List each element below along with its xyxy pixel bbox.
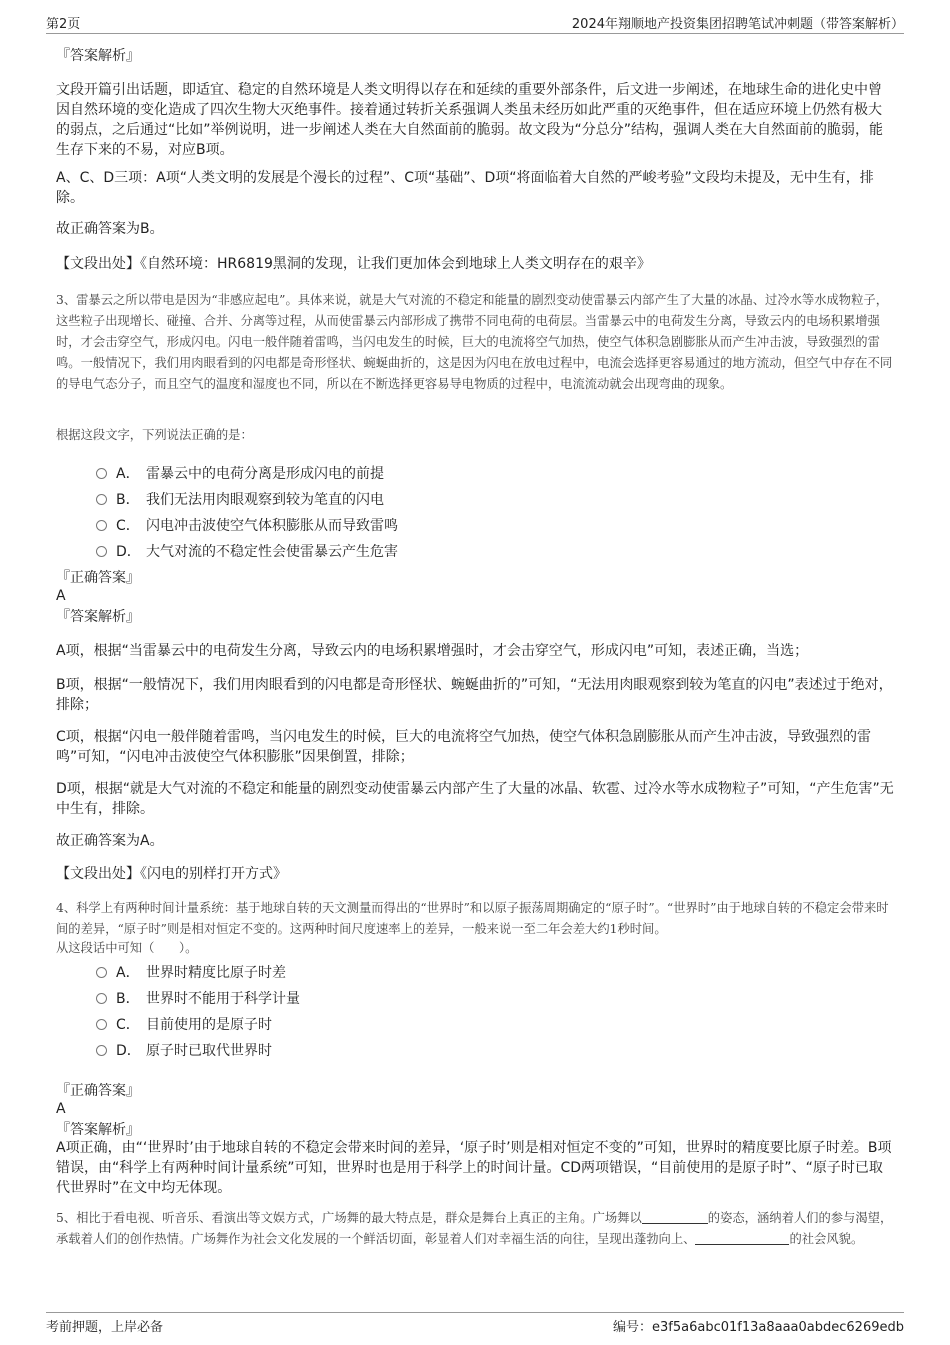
q3-stem: 3、雷暴云之所以带电是因为“非感应起电”。具体来说，就是大气对流的不稳定和能量的剧烈变动使雷暴云内部产生了大量的冰晶、过冷水等水成物粒子，这些粒子出现增长、碰撞、合并、分离等过程，从而使雷暴云内部形成了携带不同电荷的电荷层。当雷暴云中的电荷发生分离，导致云内的电场积累增强时，才会击穿空气，形成闪电。闪电一般伴随着雷鸣，当闪电发生的时候，巨大的电流将空气加热，使空气体积急剧膨胀从而产生冲击波，导致强烈的雷鸣。一般情况下，我们用肉眼看到的闪电都是奇形怪状、蜿蜒曲折的，这是因为闪电在放电过程中，电流会选择更容易通过的地方流动，但空气中存在不同的导电气态分子，而且空气的温度和湿度也不同，所以在不断选择更容易导电物质的过程中，电流流动就会出现弯曲的现象。: [56, 293, 893, 391]
radio-icon[interactable]: [96, 967, 107, 978]
q3-answer-title: 『正确答案』: [56, 570, 140, 586]
q3-option-d[interactable]: D． 大气对流的不稳定性会使雷暴云产生危害: [96, 541, 398, 561]
q3-analysis-c: C项，根据“闪电一般伴随着雷鸣，当闪电发生的时候，巨大的电流将空气加热，使空气体积急剧膨胀从而产生冲击波，导致强烈的雷鸣”可知，“闪电冲击波使空气体积膨胀”因果倒置，排除；: [56, 729, 872, 765]
q2-analysis-title: 『答案解析』: [56, 48, 140, 64]
q4-answer: A: [56, 1101, 66, 1117]
q2-analysis-options: A、C、D三项：A项“人类文明的发展是个漫长的过程”、C项“基础”、D项“将面临着大自然的严峻考验”文段均未提及，无中生有，排除。: [56, 170, 874, 206]
radio-icon[interactable]: [96, 546, 107, 557]
q4-analysis: A项正确，由“‘世界时’由于地球自转的不稳定会带来时间的差异，‘原子时’则是相对恒定不变的”可知，世界时的精度要比原子时差。B项错误，由“科学上有两种时间计量系统”可知，世界时也是用于科学上的时间计量。CD两项错误，“目前使用的是原子时”、“原子时已取代世界时”在文中均无体现。: [56, 1140, 892, 1196]
q4-option-c[interactable]: C． 目前使用的是原子时: [96, 1014, 272, 1034]
document-title: 2024年翔顺地产投资集团招聘笔试冲刺题（带答案解析）: [571, 17, 904, 32]
q4-stem: 4、科学上有两种时间计量系统：基于地球自转的天文测量而得出的“世界时”和以原子振荡周期确定的“原子时”。“世界时”由于地球自转的不稳定会带来时间的差异，“原子时”则是相对恒定不变的。这两种时间尺度速率上的差异，一般来说一至二年会差大约1秒时间。: [56, 901, 889, 936]
q3-option-a[interactable]: A． 雷暴云中的电荷分离是形成闪电的前提: [96, 463, 384, 483]
q3-analysis-b: B项，根据“一般情况下，我们用肉眼看到的闪电都是奇形怪状、蜿蜒曲折的”可知，“无法用肉眼观察到较为笔直的闪电”表述过于绝对，排除；: [56, 677, 893, 713]
footer-slogan: 考前押题，上岸必备: [46, 1320, 164, 1335]
q3-conclusion: 故正确答案为A。: [56, 833, 164, 849]
page-number: 第2页: [46, 17, 81, 32]
q4-option-d[interactable]: D． 原子时已取代世界时: [96, 1040, 272, 1060]
q4-prompt: 从这段话中可知（ ）。: [56, 941, 198, 955]
q4-answer-title: 『正确答案』: [56, 1083, 140, 1099]
page-header: [46, 13, 904, 34]
q4-analysis-title: 『答案解析』: [56, 1122, 140, 1138]
q3-analysis-title: 『答案解析』: [56, 609, 140, 625]
q3-answer: A: [56, 588, 66, 604]
radio-icon[interactable]: [96, 494, 107, 505]
q3-option-b[interactable]: B． 我们无法用肉眼观察到较为笔直的闪电: [96, 489, 384, 509]
q4-option-b[interactable]: B． 世界时不能用于科学计量: [96, 988, 300, 1008]
document-code: 编号：e3f5a6abc01f13a8aaa0abdec6269edb: [613, 1320, 904, 1335]
radio-icon[interactable]: [96, 1019, 107, 1030]
q3-source: 【文段出处】《闪电的别样打开方式》: [56, 866, 287, 882]
q5-stem: 5、相比于看电视、听音乐、看演出等文娱方式，广场舞的最大特点是，群众是舞台上真正的主角。广场舞以 的姿态，涵纳着人们的参与渴望，承载着人们的创作热情。广场舞作为社会文化发展的一个鲜活切面，彰显着人们对幸福生活的向往，呈现出蓬勃向上、 的社会风貌。: [56, 1211, 893, 1246]
radio-icon[interactable]: [96, 468, 107, 479]
fill-blank-1[interactable]: [642, 1211, 708, 1224]
q3-option-c[interactable]: C． 闪电冲击波使空气体积膨胀从而导致雷鸣: [96, 515, 398, 535]
radio-icon[interactable]: [96, 1045, 107, 1056]
radio-icon[interactable]: [96, 520, 107, 531]
fill-blank-2[interactable]: [695, 1232, 789, 1245]
q4-option-a[interactable]: A． 世界时精度比原子时差: [96, 962, 286, 982]
q3-prompt: 根据这段文字，下列说法正确的是：: [56, 428, 253, 442]
page-footer: [46, 1312, 904, 1335]
q3-analysis-d: D项，根据“就是大气对流的不稳定和能量的剧烈变动使雷暴云内部产生了大量的冰晶、软雹、过冷水等水成物粒子”可知，“产生危害”无中生有，排除。: [56, 781, 894, 817]
q2-analysis-paragraph: 文段开篇引出话题，即适宜、稳定的自然环境是人类文明得以存在和延续的重要外部条件，后文进一步阐述，在地球生命的进化史中曾因自然环境的变化造成了四次生物大灭绝事件。接着通过转折关系强调人类虽未经历如此严重的灭绝事件，但在适应环境上仍然有极大的弱点，之后通过“比如”举例说明，进一步阐述人类在大自然面前的脆弱。故文段为“分总分”结构，强调人类在大自然面前的脆弱，能生存下来的不易，对应B项。: [56, 82, 884, 158]
q2-source: 【文段出处】《自然环境：HR6819黑洞的发现，让我们更加体会到地球上人类文明存在的艰辛》: [56, 256, 651, 272]
q3-analysis-a: A项，根据“当雷暴云中的电荷发生分离，导致云内的电场积累增强时，才会击穿空气，形成闪电”可知，表述正确，当选；: [56, 643, 809, 659]
q2-conclusion: 故正确答案为B。: [56, 221, 164, 237]
radio-icon[interactable]: [96, 993, 107, 1004]
